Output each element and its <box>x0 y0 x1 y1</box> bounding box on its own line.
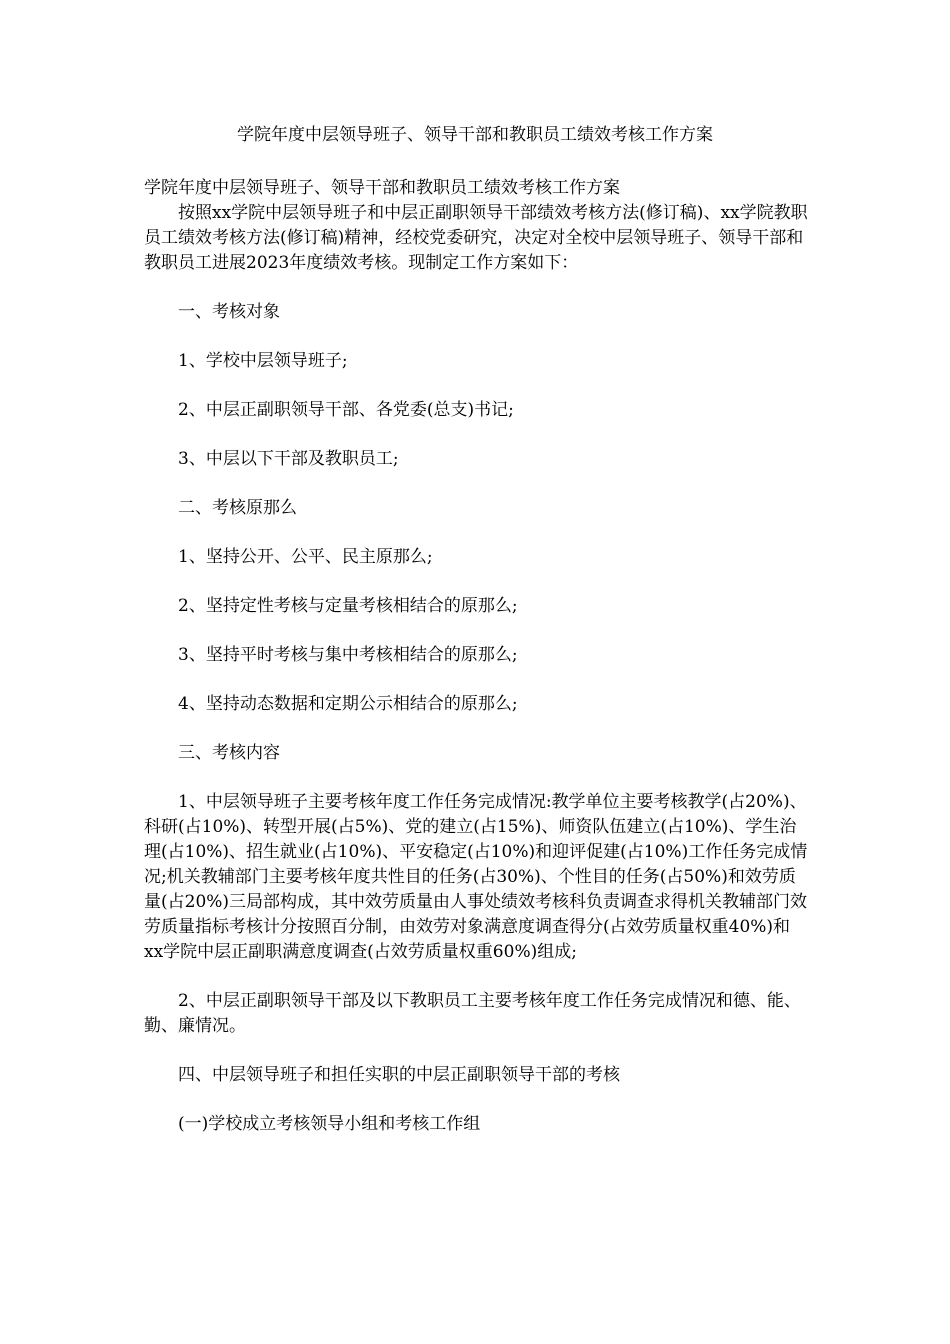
section-heading-targets: 一、考核对象 <box>178 302 280 322</box>
list-item: 4、坚持动态数据和定期公示相结合的原那么; <box>178 694 518 714</box>
content-paragraph: 2、中层正副职领导干部及以下教职员工主要考核年度工作任务完成情况和德、能、勤、廉情况。 <box>144 991 801 1036</box>
list-item: 1、学校中层领导班子; <box>178 351 348 371</box>
intro-paragraph: 按照xx学院中层领导班子和中层正副职领导干部绩效考核方法(修订稿)、xx学院教职员工绩效考核方法(修订稿)精神，经校党委研究，决定对全校中层领导班子、领导干部和教职员工进展2023年度绩效考核。现制定工作方案如下： <box>144 203 808 273</box>
section-heading-content: 三、考核内容 <box>178 743 280 763</box>
list-item: 3、坚持平时考核与集中考核相结合的原那么; <box>178 645 518 665</box>
list-item: 2、坚持定性考核与定量考核相结合的原那么; <box>178 596 518 616</box>
document-body <box>144 176 808 1137</box>
section-heading-leadership-assessment: 四、中层领导班子和担任实职的中层正副职领导干部的考核 <box>178 1065 620 1085</box>
document-subtitle: 学院年度中层领导班子、领导干部和教职员工绩效考核工作方案 <box>144 178 620 198</box>
document-title: 学院年度中层领导班子、领导干部和教职员工绩效考核工作方案 <box>237 125 713 145</box>
list-item: 3、中层以下干部及教职员工; <box>178 449 399 469</box>
subsection-heading: (一)学校成立考核领导小组和考核工作组 <box>178 1114 481 1134</box>
list-item: 2、中层正副职领导干部、各党委(总支)书记; <box>178 400 514 420</box>
section-heading-principles: 二、考核原那么 <box>178 498 297 518</box>
content-paragraph: 1、中层领导班子主要考核年度工作任务完成情况:教学单位主要考核教学(占20%)、科研(占10%)、转型开展(占5%)、党的建立(占15%)、师资队伍建立(占10%)、学生治理(占10%)、招生就业(占10%)、平安稳定(占10%)和迎评促建(占10%)工作任务完成情况;机关教辅部门主要考核年度共性目的任务(占30%)、个性目的任务(占50%)和效劳质量(占20%)三局部构成，其中效劳质量由人事处绩效考核科负责调查求得机关教辅部门效劳质量指标考核计分按照百分制，由效劳对象满意度调查得分(占效劳质量权重40%)和xx学院中层正副职满意度调查(占效劳质量权重60%)组成; <box>144 792 808 962</box>
list-item: 1、坚持公开、公平、民主原那么; <box>178 547 433 567</box>
